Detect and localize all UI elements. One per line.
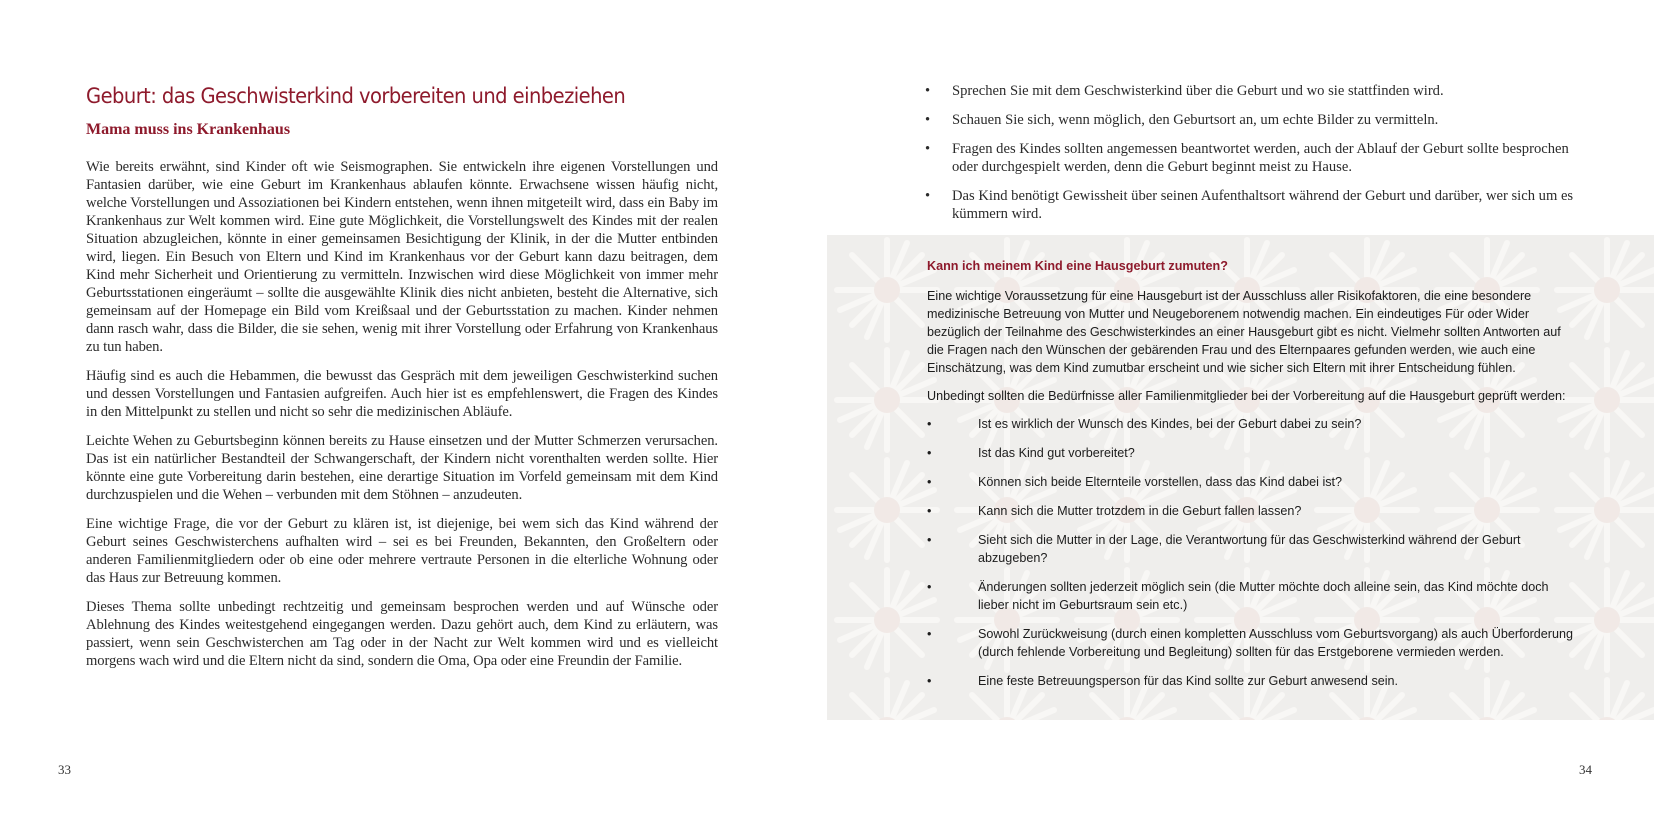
paragraph: Häufig sind es auch die Hebammen, die bewusst das Gespräch mit dem jeweiligen Geschwisterkind suchen und dessen Vorstellungen und Fantasien aufgreifen. Auch hier ist es empfehlenswert, die Fragen des Kindes in den Mittelpunkt zu stellen und nicht so sehr die medizinischen Abläufe. (86, 368, 718, 420)
list-item-text: Sieht sich die Mutter in der Lage, die Verantwortung für das Geschwisterkind während der Geburt abzugeben? (978, 533, 1521, 565)
info-box (827, 235, 1654, 720)
list-item (925, 111, 1585, 129)
info-box-content (927, 257, 1577, 701)
bullet-icon: • (925, 112, 931, 128)
list-item (927, 625, 1577, 661)
list-item (925, 187, 1585, 223)
list-item (927, 473, 1577, 491)
bullet-icon: • (927, 475, 932, 489)
list-item-text: Sprechen Sie mit dem Geschwisterkind über die Geburt und wo sie stattfinden wird. (952, 83, 1444, 99)
list-item-text: Eine feste Betreuungsperson für das Kind sollte zur Geburt anwesend sein. (978, 674, 1399, 688)
paragraph: Leichte Wehen zu Geburtsbeginn können bereits zu Hause einsetzen und der Mutter Schmerzen verursachen. Das ist ein natürlicher Bestandteil der Schwangerschaft, der Kindern nicht vorenthalten werden sollte. Hier könnte eine gute Vorbereitung darin bestehen, eine derartige Situation im Vorfeld gemeinsam mit dem Kind durchzuspielen und die Wehen – verbunden mit dem Stöhnen – anzudeuten. (86, 433, 718, 503)
bullet-icon: • (927, 533, 932, 547)
bullet-icon: • (927, 417, 932, 431)
info-box-intro: Eine wichtige Voraussetzung für eine Hausgeburt ist der Ausschluss aller Risikofaktoren, die eine besondere medizinische Betreuung von Mutter und Neugeborenem notwendig machen. Ein eindeutiges Für oder Wider bezüglich der Teilnahme des Geschwisterkindes an einer Hausgeburt gibt es nicht. Vielmehr sollten Antworten auf die Fragen nach den Wünschen der gebärenden Frau und des Elternpaares gefunden werden, wie auch eine Einschätzung, was dem Kind zumutbar erscheint und wie sicher sich Eltern mit ihrer Entscheidung fühlen. (927, 289, 1561, 375)
paragraph: Eine wichtige Frage, die vor der Geburt zu klären ist, ist diejenige, bei wem sich das Kind während der Geburt seines Geschwisterchens aufhalten wird – sei es bei Freunden, Bekannten, den Großeltern oder anderen Familienmitgliedern oder ob eine oder mehrere vertraute Personen in die elterliche Wohnung oder das Haus zur Betreuung kommen. (86, 516, 718, 586)
list-item-text: Schauen Sie sich, wenn möglich, den Geburtsort an, um echte Bilder zu vermitteln. (952, 112, 1439, 128)
list-item-text: Das Kind benötigt Gewissheit über seinen Aufenthaltsort während der Geburt und darüber, wer sich um es kümmern wird. (952, 188, 1574, 222)
bullet-icon: • (927, 580, 932, 594)
bullet-icon: • (925, 83, 931, 99)
paragraph: Wie bereits erwähnt, sind Kinder oft wie Seismographen. Sie entwickeln ihre eigenen Vorstellungen und Fantasien darüber, wie eine Geburt im Krankenhaus ablaufen könnte. Erwachsene wissen häufig nicht, welche Vorstellungen und Assoziationen bei Kindern entstehen, wenn ihnen mitgeteilt wird, dass ein Baby im Krankenhaus zur Welt kommen wird. Eine gute Möglichkeit, die Vorstellungswelt des Kindes mit der realen Situation abzugleichen, könnte in einer gemeinsamen Besichtigung der Klinik, in der die Mutter entbinden wird, liegen. Ein Besuch von Eltern und Kind im Krankenhaus vor der Geburt kann dazu beitragen, dem Kind mehr Sicherheit und Orientierung zu vermitteln. Inzwischen wird diese Möglichkeit von immer mehr Geburtsstationen eingeräumt – sollte die ausgewählte Klinik dies nicht anbieten, besteht die Alternative, sich gemeinsam auf der Homepage ein Bild vom Kreißsaal und der Geburtsstation zu machen. Kinder nehmen dann rasch wahr, dass die Bilder, die sie sehen, wenig mit ihrer Vorstellung oder Erfahrung von Krankenhaus zu tun haben. (86, 159, 718, 355)
list-item (927, 531, 1577, 567)
list-item (927, 578, 1577, 614)
checklist (927, 415, 1577, 690)
right-page (827, 0, 1654, 827)
list-item-text: Kann sich die Mutter trotzdem in die Geburt fallen lassen? (978, 504, 1302, 518)
info-box-lead: Unbedingt sollten die Bedürfnisse aller Familienmitglieder bei der Vorbereitung auf die Hausgeburt geprüft werden: (927, 389, 1566, 403)
page-number-left: 33 (58, 762, 71, 777)
list-item (927, 415, 1577, 433)
list-item (927, 444, 1577, 462)
info-box-title: Kann ich meinem Kind eine Hausgeburt zumuten? (927, 259, 1228, 273)
list-item-text: Ist es wirklich der Wunsch des Kindes, bei der Geburt dabei zu sein? (978, 417, 1362, 431)
list-item-text: Ist das Kind gut vorbereitet? (978, 446, 1135, 460)
list-item (927, 502, 1577, 520)
list-item-text: Änderungen sollten jederzeit möglich sein (die Mutter möchte doch alleine sein, das Kind möchte doch lieber nicht im Geburtsraum sein etc.) (978, 580, 1549, 612)
bullet-icon: • (927, 446, 932, 460)
page-number-right: 34 (1579, 762, 1592, 777)
paragraph: Dieses Thema sollte unbedingt rechtzeitig und gemeinsam besprochen werden und auf Wünsche oder Ablehnung des Kindes weitestgehend eingegangen werden. Dazu gehört auch, dem Kind zu erläutern, was passiert, wenn sein Geschwisterchen am Tag oder in der Nacht zur Welt kommen wird und es vielleicht morgens wach wird und die Eltern nicht da sind, sondern die Oma, Opa oder eine Freundin der Familie. (86, 599, 718, 669)
section-subtitle: Mama muss ins Krankenhaus (86, 121, 291, 138)
list-item-text: Können sich beide Elternteile vorstellen, dass das Kind dabei ist? (978, 475, 1343, 489)
list-item-text: Sowohl Zurückweisung (durch einen kompletten Ausschluss vom Geburtsvorgang) als auch Überforderung (durch fehlende Vorbereitung und Begleitung) sollten für das Erstgeborene vermieden werden. (978, 627, 1574, 659)
bullet-icon: • (927, 627, 932, 641)
bullet-icon: • (927, 674, 932, 688)
list-item (925, 82, 1585, 100)
list-item (927, 672, 1577, 690)
list-item (925, 140, 1585, 176)
bullet-icon: • (927, 504, 932, 518)
bullet-icon: • (925, 188, 931, 204)
chapter-title: Geburt: das Geschwisterkind vorbereiten und einbeziehen (86, 84, 626, 108)
tips-list (925, 82, 1585, 234)
list-item-text: Fragen des Kindes sollten angemessen beantwortet werden, auch der Ablauf der Geburt sollte besprochen oder durchgespielt werden, denn die Geburt beginnt meist zu Hause. (952, 141, 1569, 175)
body-text (86, 158, 718, 681)
bullet-icon: • (925, 141, 931, 157)
